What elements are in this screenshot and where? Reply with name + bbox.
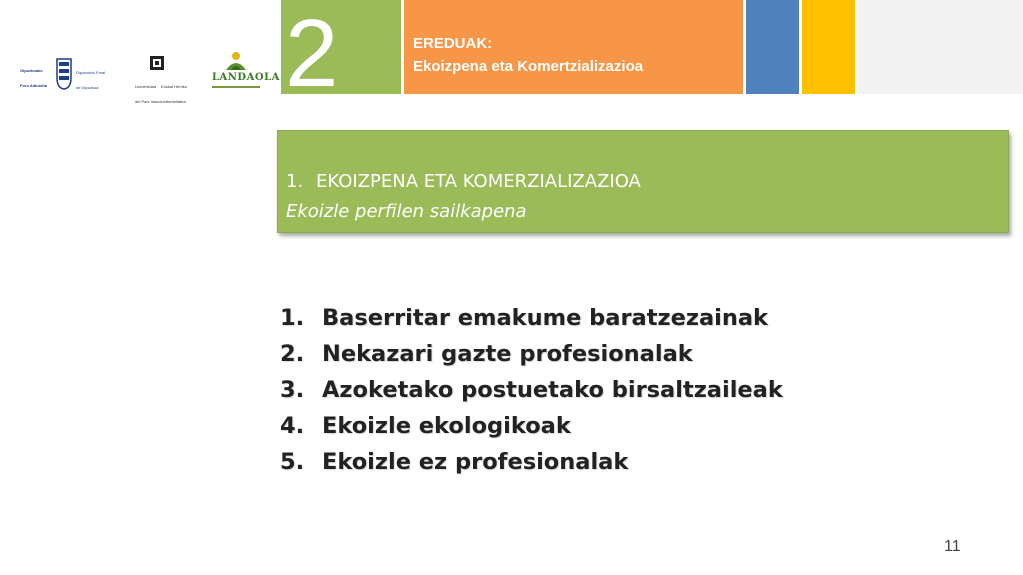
list-item-number: 1. xyxy=(280,305,305,331)
producer-profile-list xyxy=(280,300,783,480)
list-item xyxy=(280,408,783,444)
landaola-logo-text: LANDAOLA xyxy=(212,72,280,83)
list-item-label: Azoketako postuetako birsaltzaileak xyxy=(322,377,783,403)
section-subheading: Ekoizle perfilen sailkapena xyxy=(286,201,527,222)
list-item-number: 5. xyxy=(280,449,305,475)
header-title: EREDUAK: xyxy=(413,35,493,52)
header-grey-bar xyxy=(858,0,1023,94)
header-blue-bar xyxy=(746,0,799,94)
list-item xyxy=(280,336,783,372)
upv-logo-text: Euskal Herriko xyxy=(161,84,188,89)
upv-ehu-logo xyxy=(135,54,188,104)
list-item xyxy=(280,444,783,480)
list-item-label: Ekoizle ez profesionalak xyxy=(322,449,629,475)
list-item-label: Nekazari gazte profesionalak xyxy=(322,341,693,367)
list-item xyxy=(280,372,783,408)
section-number: 2 xyxy=(285,0,339,94)
section-heading xyxy=(286,171,641,193)
landaola-logo xyxy=(208,50,280,92)
upv-logo-text: Universidad xyxy=(135,84,157,89)
gipuzkoa-logo xyxy=(20,54,112,92)
list-item xyxy=(280,300,783,336)
section-heading-text: EKOIZPENA ETA KOMERZIALIZAZIOA xyxy=(316,171,641,192)
list-item-label: Ekoizle ekologikoak xyxy=(322,413,571,439)
header-green-bar xyxy=(281,0,401,94)
upv-tree-icon xyxy=(148,54,166,72)
gipuzkoa-shield-icon xyxy=(56,58,72,90)
section-banner xyxy=(277,130,1009,233)
gipuzkoa-logo-text: de Gipuzkoa xyxy=(76,85,99,90)
page-number: 11 xyxy=(944,538,961,555)
header-subtitle: Ekoizpena eta Komertzializazioa xyxy=(413,58,644,75)
list-item-number: 4. xyxy=(280,413,305,439)
landaola-figure-icon xyxy=(222,50,250,72)
list-item-number: 3. xyxy=(280,377,305,403)
upv-logo-text: del País Vasco xyxy=(135,99,162,104)
partner-logos xyxy=(20,50,280,104)
list-item-number: 2. xyxy=(280,341,305,367)
header-yellow-bar xyxy=(802,0,855,94)
gipuzkoa-logo-text: Diputación Foral xyxy=(76,70,106,75)
gipuzkoa-logo-text: Gipuzkoako xyxy=(20,68,43,73)
section-heading-number: 1. xyxy=(286,171,304,192)
gipuzkoa-logo-text: Foru Aldundia xyxy=(20,83,47,88)
landaola-underline xyxy=(212,86,260,88)
upv-logo-text: Unibertsitatea xyxy=(161,99,186,104)
list-item-label: Baserritar emakume baratzezainak xyxy=(322,305,769,331)
